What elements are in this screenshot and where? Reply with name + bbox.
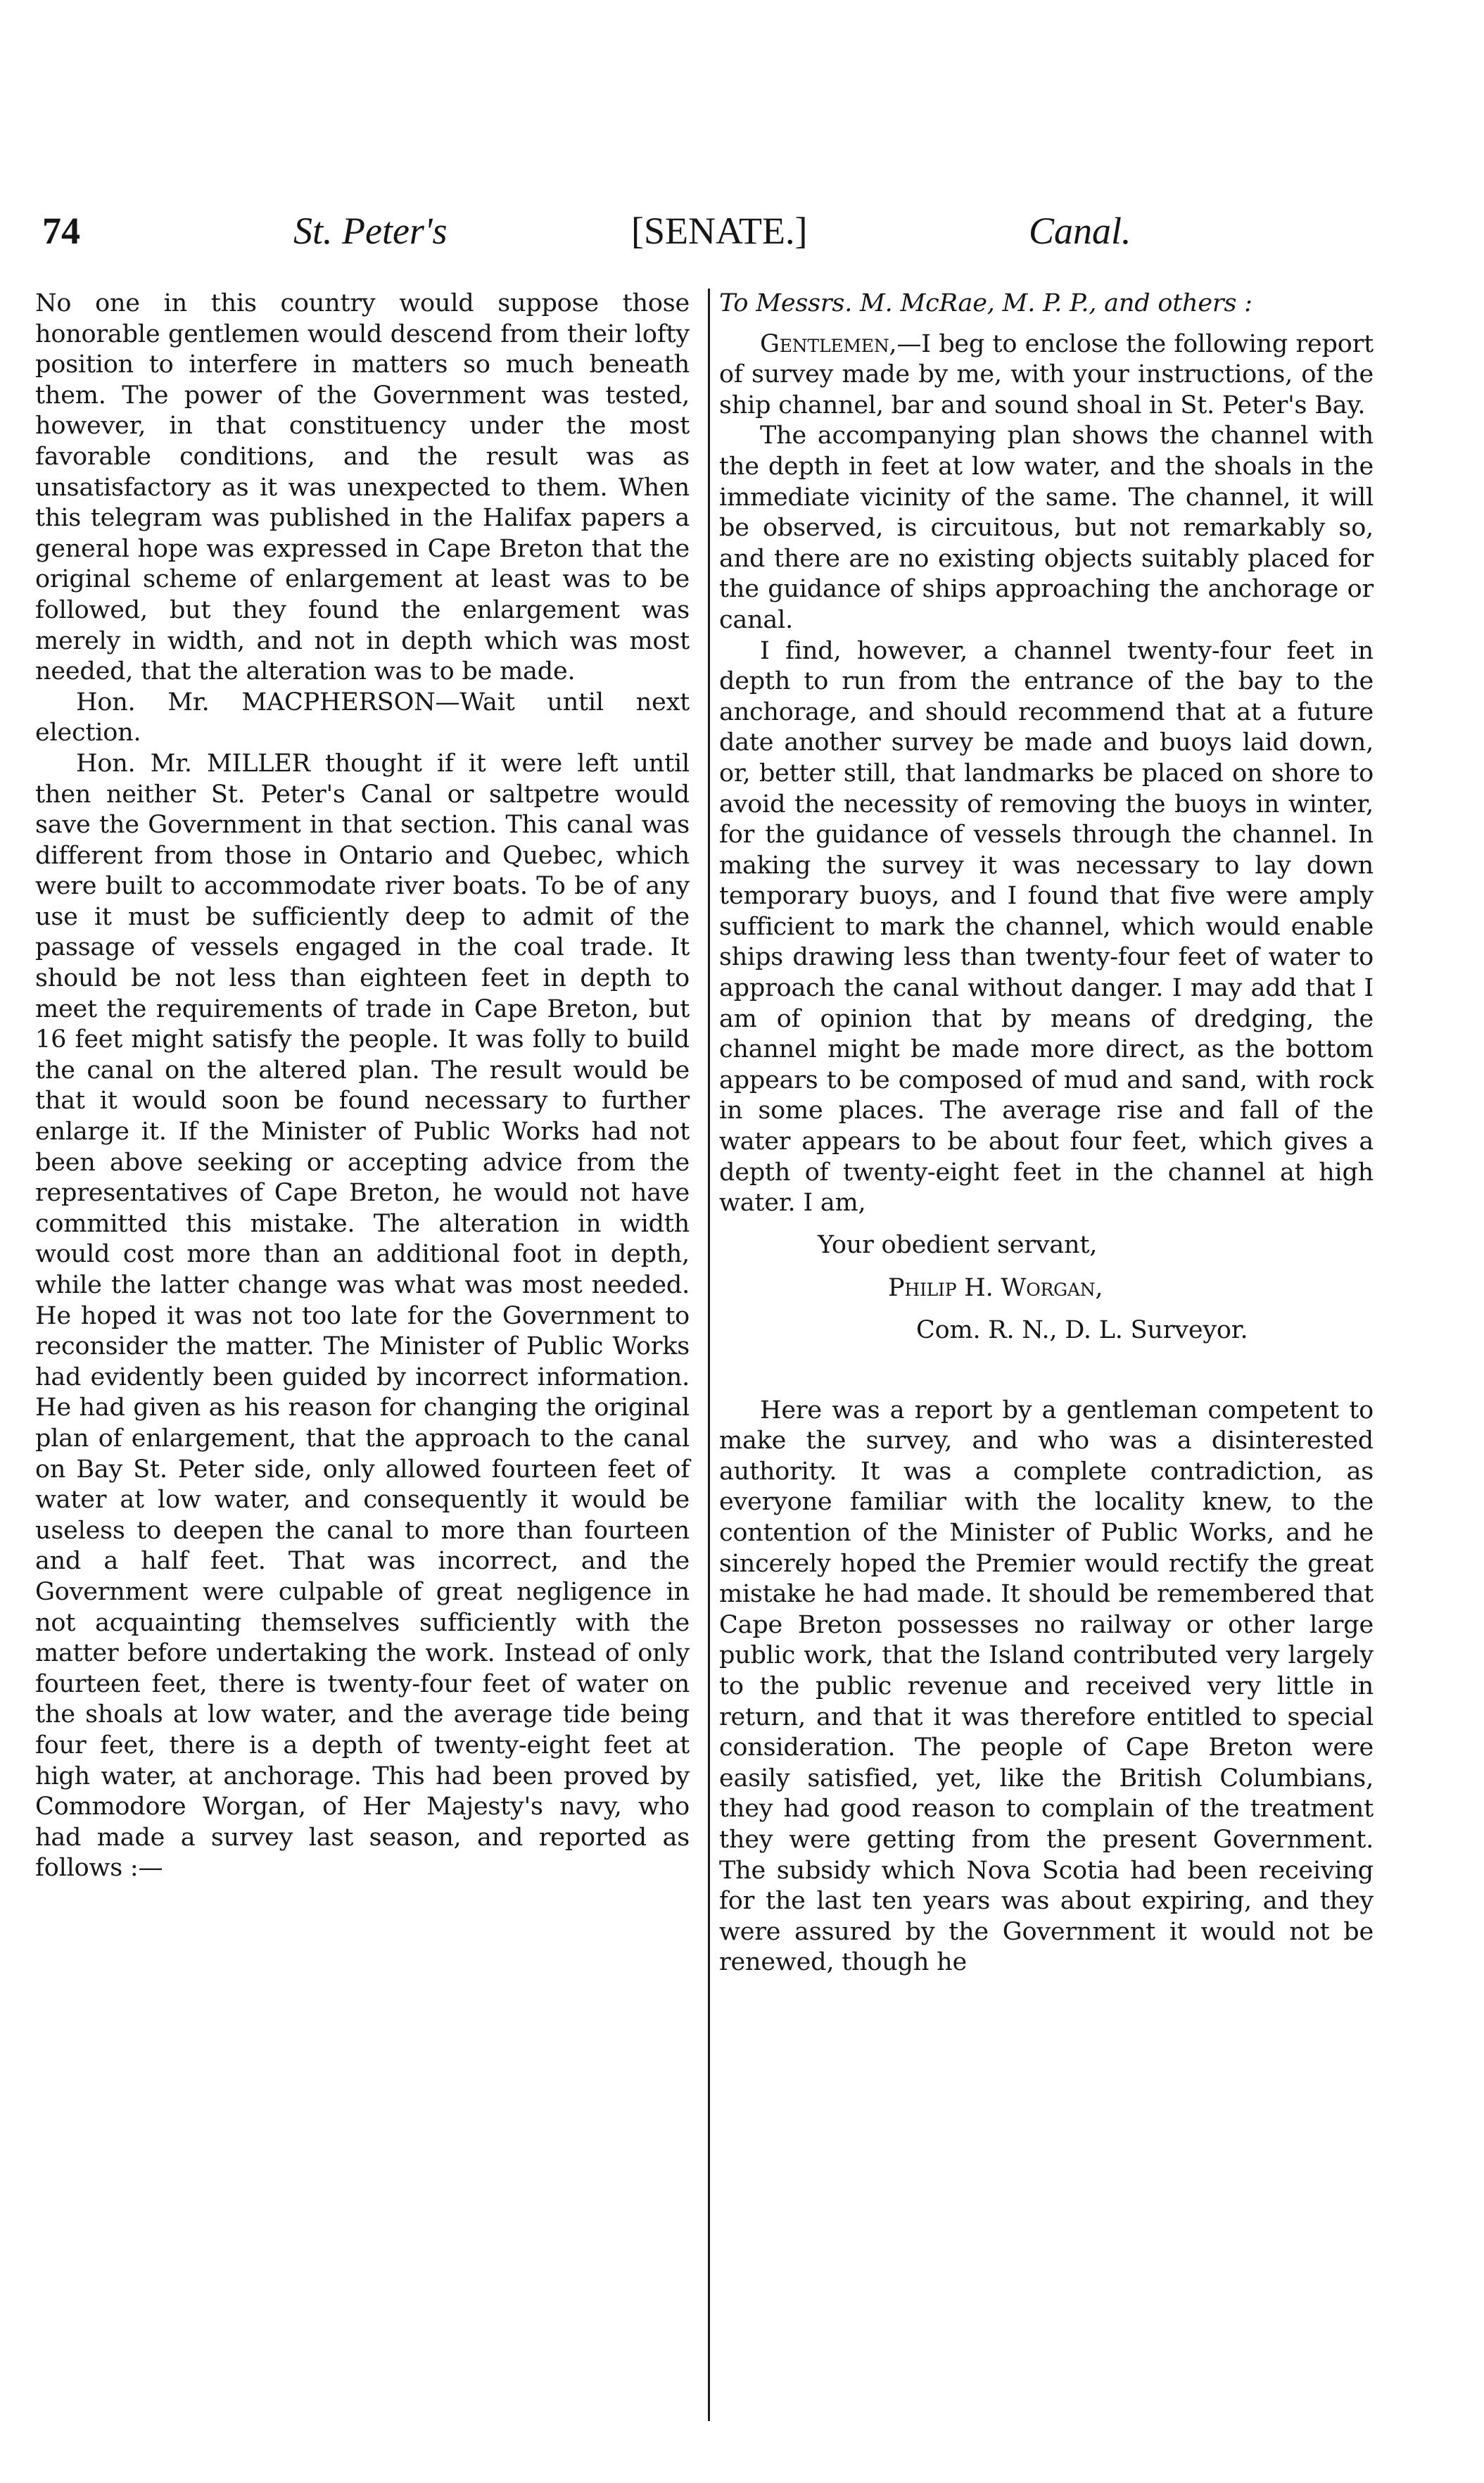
paragraph-text: —I beg to enclose the following report of survey made by me, with your instructions, of the ship channel, bar and sound shoal in St. Peter's Bay. [719, 329, 1374, 419]
running-head-right: Canal. [1029, 210, 1131, 252]
paragraph: Hon. Mr. MILLER thought if it were left until then neither St. Peter's Canal or saltpetre would save the Government in that section. This canal was different from those in Ontario and Quebec, which were built to accommodate river boats. To be of any use it must be sufficiently deep to admit of the passage of vessels engaged in the coal trade. It should be not less than eighteen feet in depth to meet the requirements of trade in Cape Breton, but 16 feet might satisfy the people. It was folly to build the canal on the altered plan. The result would be that it would soon be found necessary to further enlarge it. If the Minister of Public Works had not been above seeking or accepting advice from the representatives of Cape Breton, he would not have committed this mistake. The alteration in width would cost more than an additional foot in depth, while the latter change was what was most needed. He hoped it was not too late for the Government to reconsider the matter. The Minister of Public Works had evidently been guided by incorrect information. He had given as his reason for changing the original plan of enlargement, that the approach to the canal on Bay St. Peter side, only allowed fourteen feet of water at low water, and consequently it would be useless to deepen the canal to more than fourteen and a half feet. That was incorrect, and the Government were culpable of great negligence in not acquainting themselves sufficiently with the matter before undertaking the work. Instead of only fourteen feet, there is twenty-four feet of water on the shoals at low water, and the average tide being four feet, there is a depth of twenty-eight feet at high water, at anchorage. This had been proved by Commodore Worgan, of Her Majesty's navy, who had made a survey last season, and reported as follows :— [35, 749, 690, 1883]
letter-salutation: Gentlemen, [760, 329, 897, 358]
running-head-center: [SENATE.] [631, 210, 808, 252]
letter-address: To Messrs. M. McRae, M. P. P., and others : [719, 289, 1252, 317]
signature-title: Com. R. N., D. L. Surveyor. [916, 1316, 1248, 1344]
column-divider [708, 289, 710, 2421]
paragraph: Here was a report by a gentleman competent to make the survey, and who was a disinterested authority. It was a complete contradiction, as everyone familiar with the locality knew, to the contention of the Minister of Public Works, and he sincerely hoped the Premier would rectify the great mistake he had made. It should be remembered that Cape Breton possesses no railway or other large public work, that the Island contributed very largely to the public revenue and received very little in return, and that it was therefore entitled to special consideration. The people of Cape Breton were easily satisfied, yet, like the British Columbians, they had good reason to complain of the treatment they were getting from the present Government. The subsidy which Nova Scotia had been receiving for the last ten years was about expiring, and they were assured by the Government it would not be renewed, though he [719, 1396, 1374, 1977]
right-column [719, 289, 1374, 1978]
paragraph: No one in this country would suppose those honorable gentlemen would descend from their lofty position to interfere in matters so much beneath them. The power of the Government was tested, however, in that constituency under the most favorable conditions, and the result was as unsatisfactory as it was unexpected to them. When this telegram was published in the Halifax papers a general hope was expressed in Cape Breton that the original scheme of enlargement at least was to be followed, but they found the enlargement was merely in width, and not in depth which was most needed, that the alteration was to be made. [35, 289, 690, 686]
paragraph: I find, however, a channel twenty-four feet in depth to run from the entrance of the bay to the anchorage, and should recommend that at a future date another survey be made and buoys laid down, or, better still, that landmarks be placed on shore to avoid the necessity of removing the buoys in winter, for the guidance of vessels through the channel. In making the survey it was necessary to lay down temporary buoys, and I found that five were amply sufficient to mark the channel, which would enable ships drawing less than twenty-four feet of water to approach the canal without danger. I may add that I am of opinion that by means of dredging, the channel might be made more direct, as the bottom appears to be composed of mud and sand, with rock in some places. The average rise and fall of the water appears to be about four feet, which gives a depth of twenty-eight feet in the channel at high water. I am, [719, 636, 1374, 1218]
signature-name: Philip H. Worgan, [888, 1274, 1103, 1303]
paragraph [719, 329, 1374, 422]
paragraph: The accompanying plan shows the channel with the depth in feet at low water, and the shoals in the immediate vicinity of the same. The channel, it will be observed, is circuitous, but not remarkably so, and there are no existing objects suitably placed for the guidance of ships approaching the anchorage or canal. [719, 422, 1374, 634]
running-head [30, 206, 1402, 256]
left-column [35, 289, 690, 1884]
letter-closing: Your obedient servant, [818, 1230, 1098, 1259]
paragraph: Hon. Mr. MACPHERSON—Wait until next election. [35, 688, 690, 747]
page-number: 74 [42, 210, 80, 252]
running-head-left: St. Peter's [293, 210, 448, 252]
